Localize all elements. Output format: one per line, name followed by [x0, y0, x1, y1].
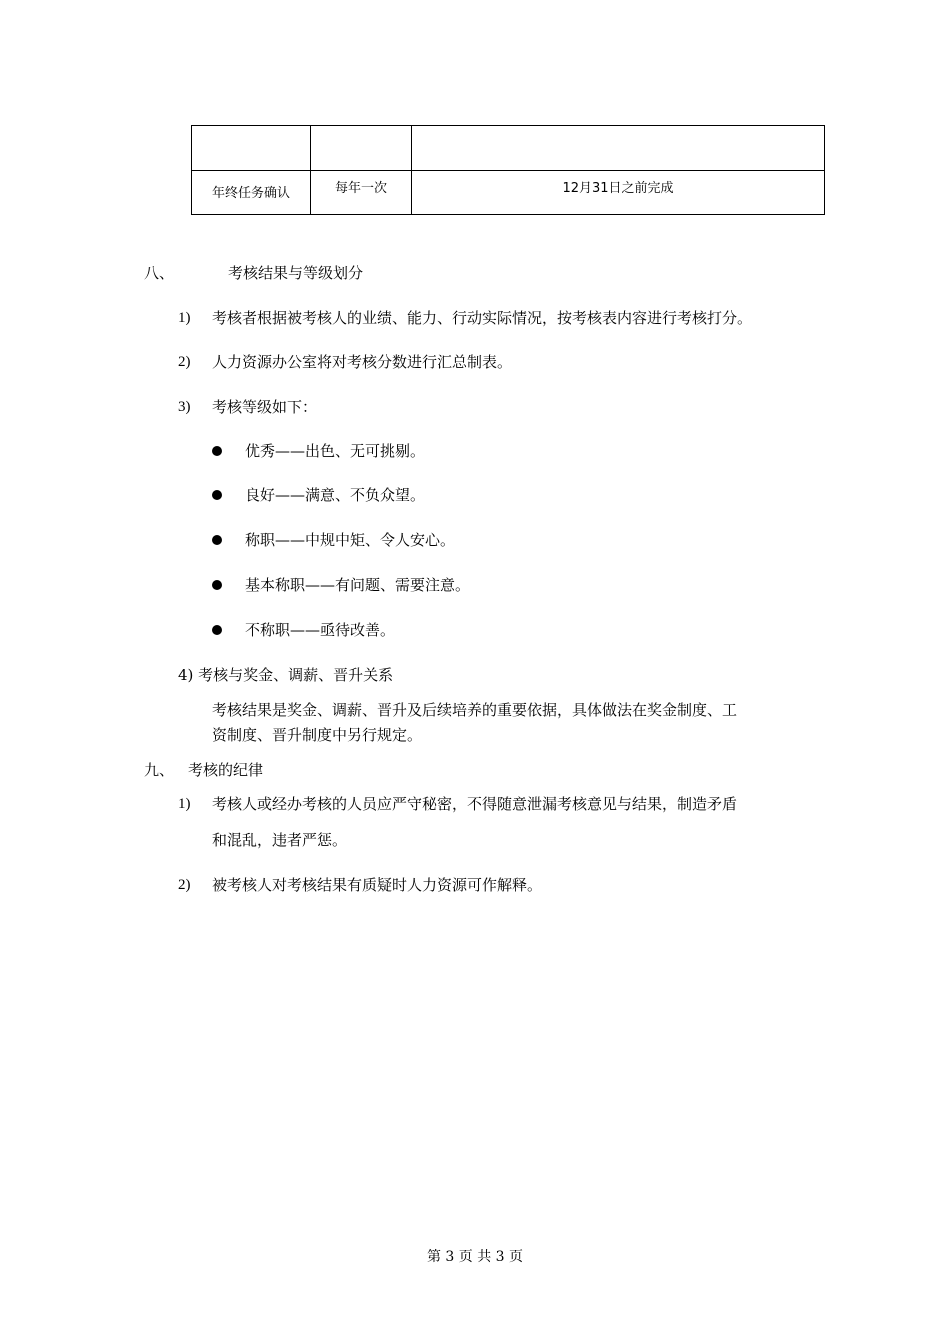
item4-paragraph-line: 考核结果是奖金、调薪、晋升及后续培养的重要依据，具体做法在奖金制度、工	[212, 701, 738, 719]
item4-title: 4) 考核与奖金、调薪、晋升关系	[178, 666, 394, 684]
list-item-number: 2)	[178, 354, 191, 370]
page-footer: 第 3 页 共 3 页	[426, 1249, 524, 1265]
bullet-icon	[212, 446, 222, 456]
section9-number: 九、	[144, 761, 175, 779]
grade-item: 基本称职——有问题、需要注意。	[245, 576, 471, 594]
table-row	[192, 126, 825, 171]
list-item-text: 和混乱，违者严惩。	[212, 831, 348, 849]
list-item-text: 考核者根据被考核人的业绩、能力、行动实际情况，按考核表内容进行考核打分。	[212, 309, 753, 327]
table-cell-deadline: 12月31日之前完成	[412, 171, 825, 215]
list-item-number: 1)	[178, 796, 191, 812]
table-row	[192, 171, 825, 215]
list-item-number: 1)	[178, 310, 191, 326]
bullet-icon	[212, 580, 222, 590]
item4-paragraph-line: 资制度、晋升制度中另行规定。	[212, 726, 423, 744]
grade-item: 不称职——亟待改善。	[245, 621, 396, 639]
list-item-text: 考核等级如下：	[212, 398, 318, 416]
grade-item: 良好——满意、不负众望。	[245, 486, 426, 504]
list-item-text: 考核人或经办考核的人员应严守秘密，不得随意泄漏考核意见与结果，制造矛盾	[212, 795, 738, 813]
bullet-icon	[212, 535, 222, 545]
section8-number: 八、	[144, 264, 175, 282]
schedule-table	[191, 125, 825, 215]
table-cell-item	[192, 126, 311, 171]
bullet-icon	[212, 490, 222, 500]
table-cell-frequency	[311, 126, 412, 171]
bullet-icon	[212, 625, 222, 635]
table-cell-deadline	[412, 126, 825, 171]
list-item-text: 人力资源办公室将对考核分数进行汇总制表。	[212, 353, 513, 371]
table-cell-item: 年终任务确认	[192, 171, 311, 215]
section8-title: 考核结果与等级划分	[228, 264, 364, 282]
table-cell-frequency: 每年一次	[311, 171, 412, 215]
section9-title: 考核的纪律	[188, 761, 264, 779]
grade-item: 称职——中规中矩、令人安心。	[245, 531, 456, 549]
list-item-number: 3)	[178, 399, 191, 415]
list-item-text: 被考核人对考核结果有质疑时人力资源可作解释。	[212, 876, 543, 894]
grade-item: 优秀——出色、无可挑剔。	[245, 442, 426, 460]
list-item-number: 2)	[178, 877, 191, 893]
